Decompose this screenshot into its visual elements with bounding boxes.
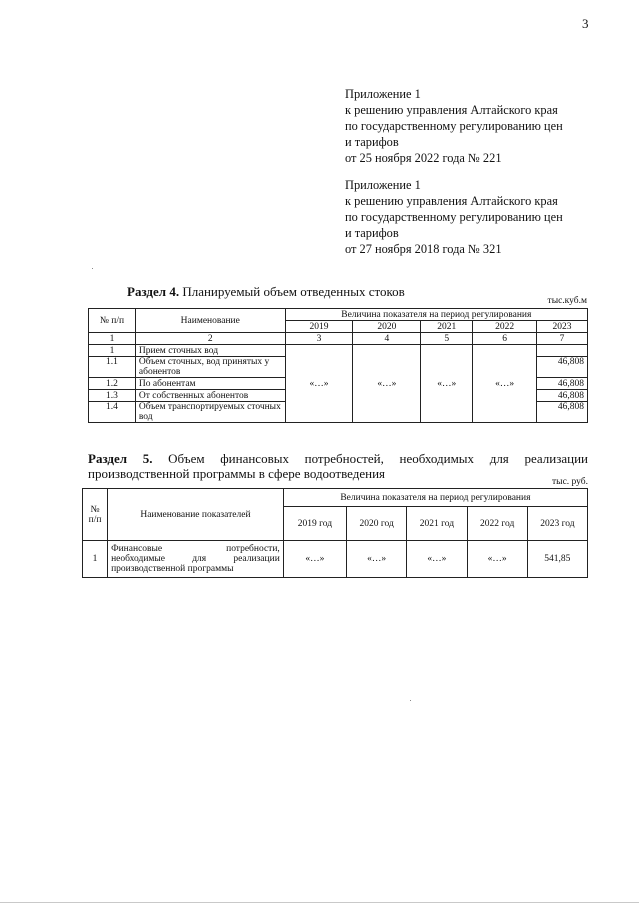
- row-name: По абонентам: [135, 378, 285, 390]
- row-num: 1.3: [89, 390, 136, 402]
- table-index-row: [89, 333, 588, 345]
- row-name: [108, 541, 284, 578]
- section4-title-text: Планируемый объем отведенных стоков: [179, 284, 405, 299]
- header-num: № п/п: [89, 309, 136, 333]
- row-name-line: необходимые для реализации: [111, 554, 280, 564]
- row-name: Объем сточных, вод принятых у абонентов: [135, 357, 285, 378]
- value-cell: «…»: [347, 541, 407, 578]
- table-row: [89, 345, 588, 357]
- appendix-line: к решению управления Алтайского края: [345, 103, 558, 117]
- row-name: Объем транспортируемых сточных вод: [135, 402, 285, 423]
- appendix-line: по государственному регулированию цен: [345, 210, 563, 224]
- appendix-previous: [345, 177, 563, 257]
- index-cell: 7: [537, 333, 588, 345]
- scan-artifact: [410, 700, 411, 701]
- header-name: Наименование показателей: [108, 489, 284, 541]
- row-name-line: Финансовые потребности,: [111, 544, 280, 554]
- header-year: 2021 год: [407, 507, 467, 541]
- index-cell: 5: [421, 333, 473, 345]
- index-cell: 6: [473, 333, 537, 345]
- header-year: 2020 год: [347, 507, 407, 541]
- value-2023: 46,808: [537, 378, 588, 390]
- row-num: 1.1: [89, 357, 136, 378]
- appendix-line: Приложение 1: [345, 178, 421, 192]
- header-year: 2020: [353, 321, 421, 333]
- header-year: 2022 год: [467, 507, 527, 541]
- header-year: 2019 год: [283, 507, 346, 541]
- value-2023: [537, 345, 588, 357]
- scan-edge: [0, 902, 639, 903]
- appendix-line: от 25 ноября 2022 года № 221: [345, 151, 502, 165]
- placeholder-cell: «…»: [353, 345, 421, 423]
- value-2023: 46,808: [537, 402, 588, 423]
- section5-title-text: Объем финансовых потребностей, необходимых для реализации производственной программы в сфере водоотведения: [88, 451, 588, 481]
- appendix-line: и тарифов: [345, 226, 399, 240]
- table-row: [83, 541, 588, 578]
- appendix-line: к решению управления Алтайского края: [345, 194, 558, 208]
- value-cell: «…»: [283, 541, 346, 578]
- row-num: 1: [83, 541, 108, 578]
- placeholder-cell: «…»: [421, 345, 473, 423]
- row-num: 1.4: [89, 402, 136, 423]
- header-num: № п/п: [83, 489, 108, 541]
- appendix-current: [345, 86, 563, 166]
- row-name: От собственных абонентов: [135, 390, 285, 402]
- row-name-line: производственной программы: [111, 564, 234, 574]
- appendix-line: Приложение 1: [345, 87, 421, 101]
- index-cell: 3: [285, 333, 353, 345]
- header-name: Наименование: [135, 309, 285, 333]
- page-number: 3: [582, 16, 589, 31]
- header-year: 2022: [473, 321, 537, 333]
- section4-table: [88, 308, 588, 423]
- appendix-line: по государственному регулированию цен: [345, 119, 563, 133]
- index-cell: 4: [353, 333, 421, 345]
- row-num: 1: [89, 345, 136, 357]
- row-num: 1.2: [89, 378, 136, 390]
- section4-title: [127, 284, 405, 300]
- section5-unit: тыс. руб.: [552, 477, 588, 487]
- value-2023: 46,808: [537, 357, 588, 378]
- placeholder-cell: «…»: [285, 345, 353, 423]
- index-cell: 2: [135, 333, 285, 345]
- section5-table: [82, 488, 588, 578]
- table-header-row: [83, 489, 588, 507]
- section5-title-bold: Раздел 5.: [88, 451, 153, 466]
- index-cell: 1: [89, 333, 136, 345]
- header-year: 2023 год: [527, 507, 587, 541]
- value-cell: «…»: [467, 541, 527, 578]
- row-name: Прием сточных вод: [135, 345, 285, 357]
- header-year: 2019: [285, 321, 353, 333]
- section4-unit: тыс.куб.м: [547, 296, 587, 306]
- value-2023: 46,808: [537, 390, 588, 402]
- section5-title: [88, 451, 588, 481]
- scan-artifact: [92, 268, 93, 269]
- value-cell: «…»: [407, 541, 467, 578]
- appendix-line: и тарифов: [345, 135, 399, 149]
- placeholder-cell: «…»: [473, 345, 537, 423]
- header-year: 2023: [537, 321, 588, 333]
- value-cell: 541,85: [527, 541, 587, 578]
- header-value-group: Величина показателя на период регулирования: [283, 489, 587, 507]
- section4-title-bold: Раздел 4.: [127, 284, 180, 299]
- header-value-group: Величина показателя на период регулирования: [285, 309, 587, 321]
- table-header-row: [89, 309, 588, 321]
- header-year: 2021: [421, 321, 473, 333]
- appendix-line: от 27 ноября 2018 года № 321: [345, 242, 502, 256]
